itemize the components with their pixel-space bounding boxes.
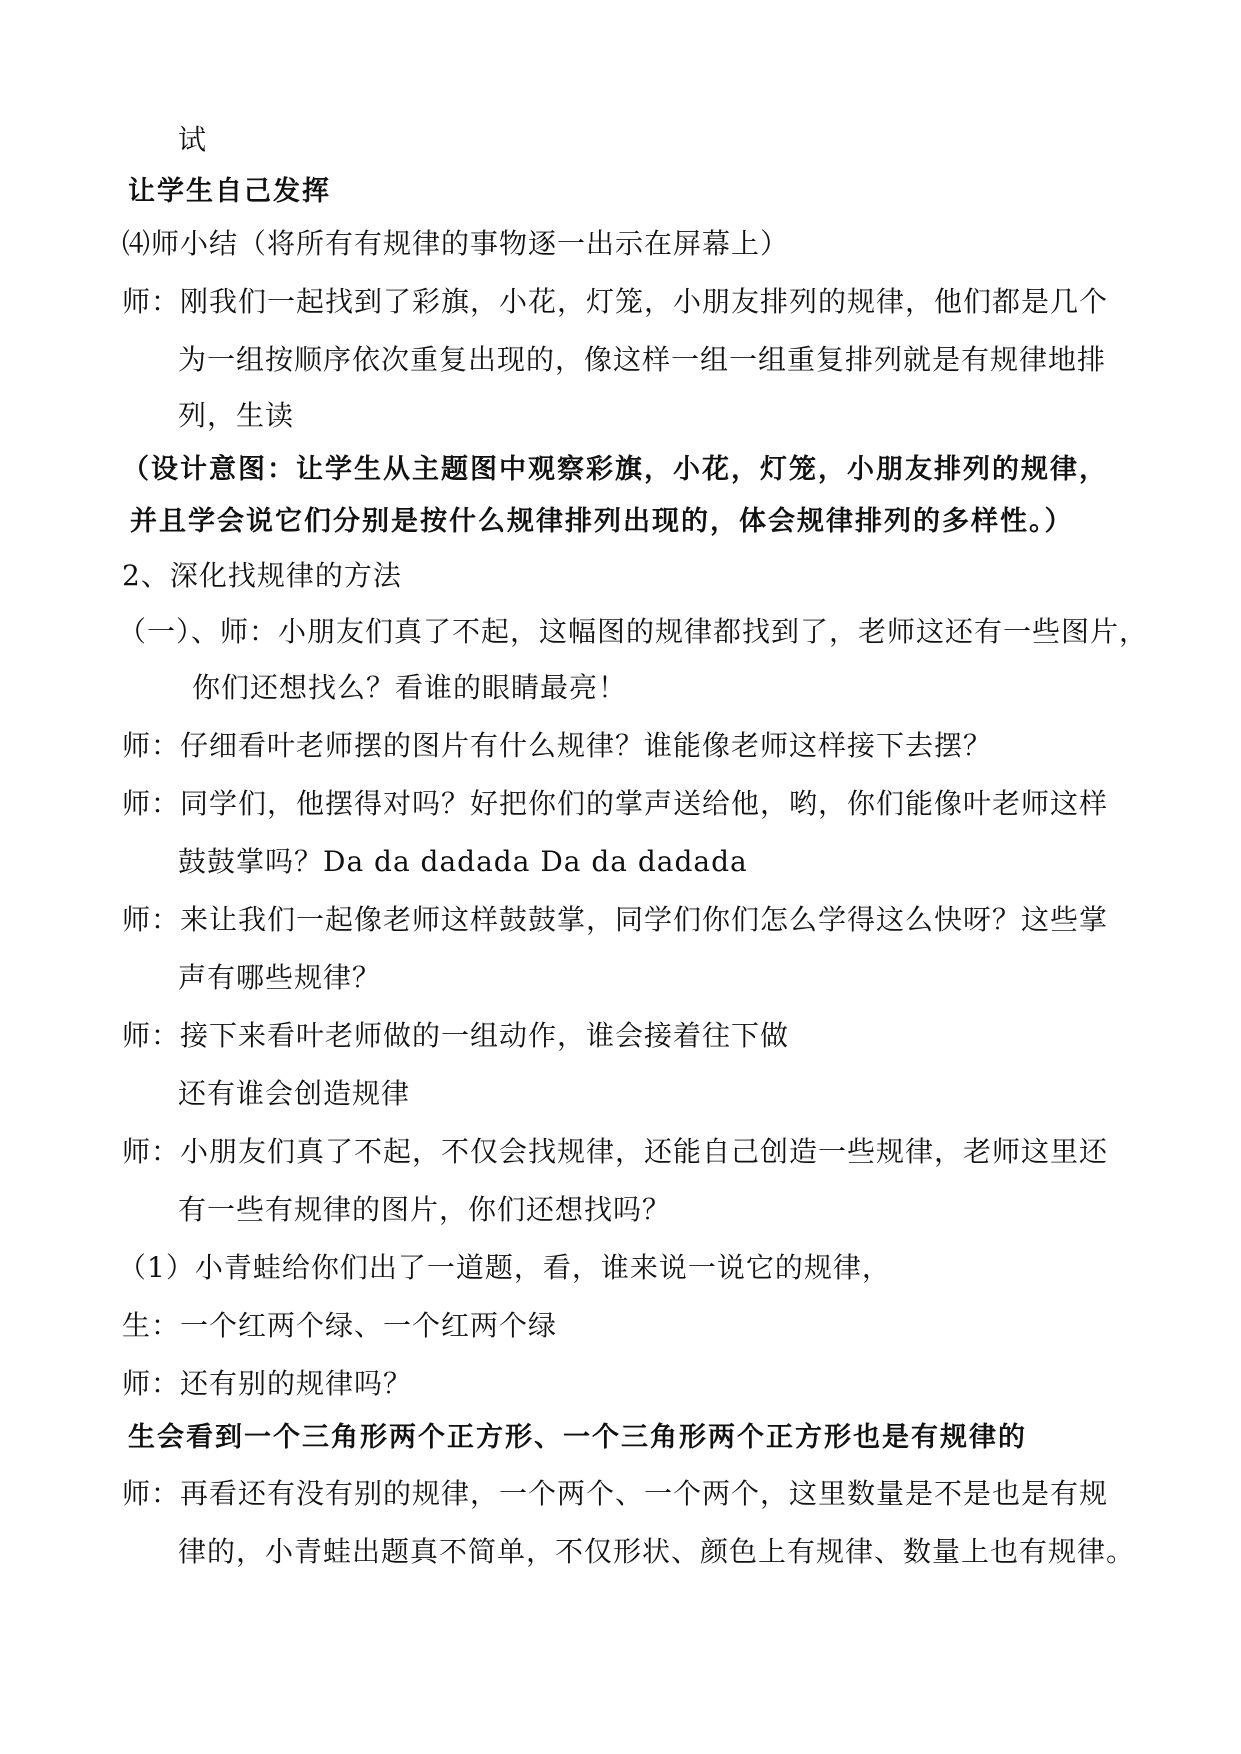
text-line: 师：仔细看叶老师摆的图片有什么规律？谁能像老师这样接下去摆？ [122,729,993,762]
text-line: 生：一个红两个绿、一个红两个绿 [122,1309,558,1342]
text-line: ⑷师小结（将所有有规律的事物逐一出示在屏幕上） [122,227,790,260]
text-line: （1）小青蛙给你们出了一道题，看，谁来说一说它的规律， [118,1251,891,1284]
text-line: 你们还想找么？看谁的眼睛最亮！ [192,671,628,704]
text-line: 律的，小青蛙出题真不简单，不仅形状、颜色上有规律、数量上也有规律。 [178,1535,1136,1568]
text-line: 为一组按顺序依次重复出现的，像这样一组一组重复排列就是有规律地排 [178,343,1107,376]
text-line: （一）、师：小朋友们真了不起，这幅图的规律都找到了，老师这还有一些图片， [118,615,1149,648]
text-line: 师：同学们，他摆得对吗？好把你们的掌声送给他，哟，你们能像叶老师这样 [122,787,1109,820]
text-line: 师：刚我们一起找到了彩旗，小花，灯笼，小朋友排列的规律，他们都是几个 [122,285,1109,318]
text-line: 师：还有别的规律吗？ [122,1367,413,1400]
text-line: 师：再看还有没有别的规律，一个两个、一个两个，这里数量是不是也是有规 [122,1477,1109,1510]
text-line: 还有谁会创造规律 [178,1077,411,1110]
text-line: 师：小朋友们真了不起，不仅会找规律，还能自己创造一些规律，老师这里还 [122,1135,1109,1168]
text-line: 列，生读 [178,399,295,432]
text-line-bold: 并且学会说它们分别是按什么规律排列出现的，体会规律排列的多样性。） [130,506,1074,537]
text-line: 声有哪些规律？ [178,961,382,994]
text-line: 试 [178,123,208,156]
text-line-bold: （设计意图：让学生从主题图中观察彩旗，小花，灯笼，小朋友排列的规律， [122,454,1108,485]
text-line: 有一些有规律的图片，你们还想找吗？ [178,1193,672,1226]
text-line-bold: 让学生自己发挥 [128,176,331,207]
text-line-bold: 生会看到一个三角形两个正方形、一个三角形两个正方形也是有规律的 [128,1422,1027,1453]
text-line: 师：接下来看叶老师做的一组动作，谁会接着往下做 [122,1019,790,1052]
text-line: 鼓鼓掌吗？Da da dadada Da da dadada [178,845,748,878]
text-line: 2、深化找规律的方法 [122,559,402,592]
text-line: 师：来让我们一起像老师这样鼓鼓掌，同学们你们怎么学得这么快呀？这些掌 [122,903,1109,936]
